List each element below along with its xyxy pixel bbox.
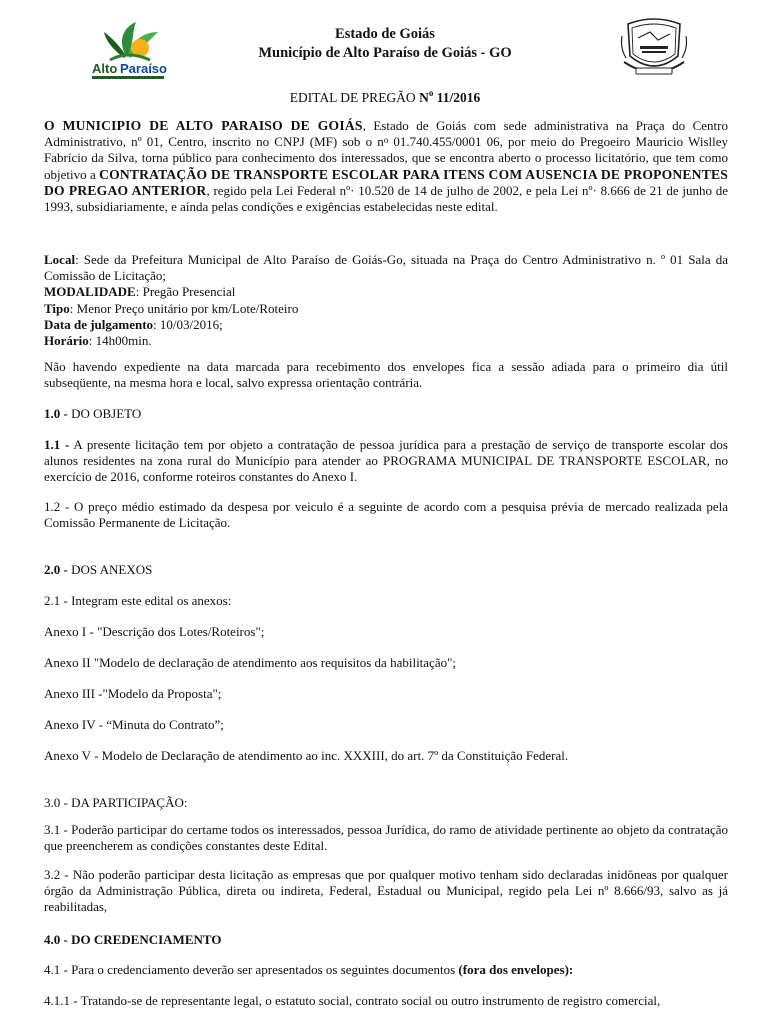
- edital-title-number: 11/2016: [433, 90, 481, 105]
- header-municipality: Município de Alto Paraíso de Goiás - GO: [258, 45, 512, 61]
- tipo-label: Tipo: [44, 300, 70, 316]
- section3-p32: [44, 867, 728, 916]
- no-expediente-paragraph: [44, 359, 728, 391]
- edital-title-o: o: [428, 88, 434, 98]
- data-label: Data de julgamento: [44, 316, 154, 332]
- section2-heading: [44, 562, 734, 578]
- intro-object: CONTRATAÇÃO DE TRANSPORTE ESCOLAR PARA ITENS COM AUSENCIA DE PROPONENTES DO PREGAO ANTERIOR: [44, 166, 728, 198]
- section1-p12: [44, 499, 728, 531]
- intro-o: o: [383, 135, 389, 146]
- section4-p411: 4.1.1 - Tratando-se de representante legal, o estatuto social, contrato social ou outro instrumento de registro comercial,: [44, 993, 661, 1008]
- header-state: Estado de Goiás: [335, 26, 435, 42]
- p11-text: A presente licitação tem por objeto a contratação de pessoa jurídica para a prestação de serviço de transporte escolar dos alunos residentes na zona rural do Município para atender ao PROGRAMA MUNICIPAL DE TRANSPORTE ESCOLAR, no exercício de 2016, conforme roteiros constantes do Anexo I.: [44, 437, 728, 485]
- intro-entity: O MUNICIPIO DE ALTO PARAISO DE GOIÁS: [44, 118, 363, 133]
- p21-text: 2.1 - Integram este edital os anexos:: [44, 593, 232, 608]
- section1-title: DO OBJETO: [67, 406, 142, 421]
- section1-heading: [44, 406, 734, 422]
- horario-label: Horário: [44, 333, 89, 349]
- modalidade-value: : Pregão Presencial: [135, 284, 236, 300]
- local-value: : Sede da Prefeitura Municipal de Alto Paraíso de Goiás-Go, situada na Praça do Centro Administrativo n. º 01 Sala da Comissão de Licitação;: [44, 252, 728, 284]
- section2-num: 2.0 -: [44, 562, 68, 577]
- annex-1: Anexo I - "Descrição dos Lotes/Roteiros";: [44, 624, 265, 639]
- p12-text: 1.2 - O preço médio estimado da despesa por veiculo é a seguinte de acordo com a pesquisa prévia de mercado realizada pela Comissão Permanente de Licitação.: [44, 499, 728, 531]
- section1-num: 1.0 -: [44, 406, 68, 421]
- svg-text:Alto: Alto: [92, 61, 118, 76]
- annex-3: Anexo III -"Modelo da Proposta";: [44, 686, 222, 701]
- section4-p41: [44, 962, 734, 978]
- p11-num: 1.1 -: [44, 437, 70, 452]
- edital-title-n: N: [419, 90, 429, 105]
- intro-text2: 01.740.455/0001 06, por meio do Pregoeiro Mauricio Wislley Fabrício da Silva, torna público para conhecimento dos interessados, que se encontra aberto o processo licitatório, que tem como objetivo a: [44, 134, 728, 182]
- local-label: Local: [44, 252, 76, 267]
- section2-title: DOS ANEXOS: [67, 562, 153, 577]
- coat-of-arms-icon: [618, 16, 690, 80]
- section1-p11: [44, 437, 728, 486]
- annex-2: Anexo II "Modelo de declaração de atendimento aos requisitos da habilitação";: [44, 655, 457, 670]
- intro-paragraph: [44, 118, 728, 215]
- p32-text: 3.2 - Não poderão participar desta licitação as empresas que por qualquer motivo tenham sido declaradas inidôneas por qualquer órgão da Administração Pública, direta ou indireta, Federal, Estadual ou Municipal, regido pela Lei nº 8.666/93, salvo as já reabilitadas,: [44, 867, 728, 915]
- edital-title-prefix: EDITAL DE PREGÃO: [289, 90, 420, 105]
- p31-text: 3.1 - Poderão participar do certame todos os interessados, pessoa Jurídica, do ramo de atividade pertinente ao objeto da contratação que preencherem as condições constantes deste Edital.: [44, 822, 728, 854]
- horario-value: : 14h00min.: [88, 333, 152, 349]
- p41-text: 4.1 - Para o credenciamento deverão ser apresentados os seguintes documentos: [44, 962, 459, 977]
- p41-bold: (fora dos envelopes):: [458, 962, 574, 977]
- section3-heading: 3.0 - DA PARTICIPAÇÃO:: [44, 795, 188, 810]
- modalidade-label: MODALIDADE: [44, 284, 136, 300]
- annex-4: Anexo IV - “Minuta do Contrato”;: [44, 717, 224, 732]
- section4-heading: 4.0 - DO CREDENCIAMENTO: [44, 932, 222, 947]
- svg-text:Paraíso: Paraíso: [120, 61, 167, 76]
- no-expediente-text: Não havendo expediente na data marcada para recebimento dos envelopes fica a sessão adiada para o primeiro dia útil subseqüente, na mesma hora e local, salvo expressa orientação contrária.: [44, 359, 728, 391]
- section3-p31: [44, 822, 728, 854]
- annex-5: Anexo V - Modelo de Declaração de atendimento ao inc. XXXIII, do art. 7º da Constituição Federal.: [44, 748, 569, 763]
- data-value: : 10/03/2016;: [153, 316, 223, 332]
- details-block: [44, 252, 728, 349]
- edital-title: [0, 90, 770, 106]
- tipo-value: : Menor Preço unitário por km/Lote/Roteiro: [69, 300, 299, 316]
- intro-text3: , regido pela Lei Federal nº· 10.520 de 14 de julho de 2002, e pela Lei nº· 8.666 de 21 de junho de 1993, subsidiariamente, e ainda pelas condições e exigências estabelecidas neste edital.: [44, 182, 728, 215]
- intro-text1: , Estado de Goiás com sede administrativa na Praça do Centro Administrativo, nº 01, Centro, inscrito no CNPJ (MF) sob o n: [44, 118, 728, 150]
